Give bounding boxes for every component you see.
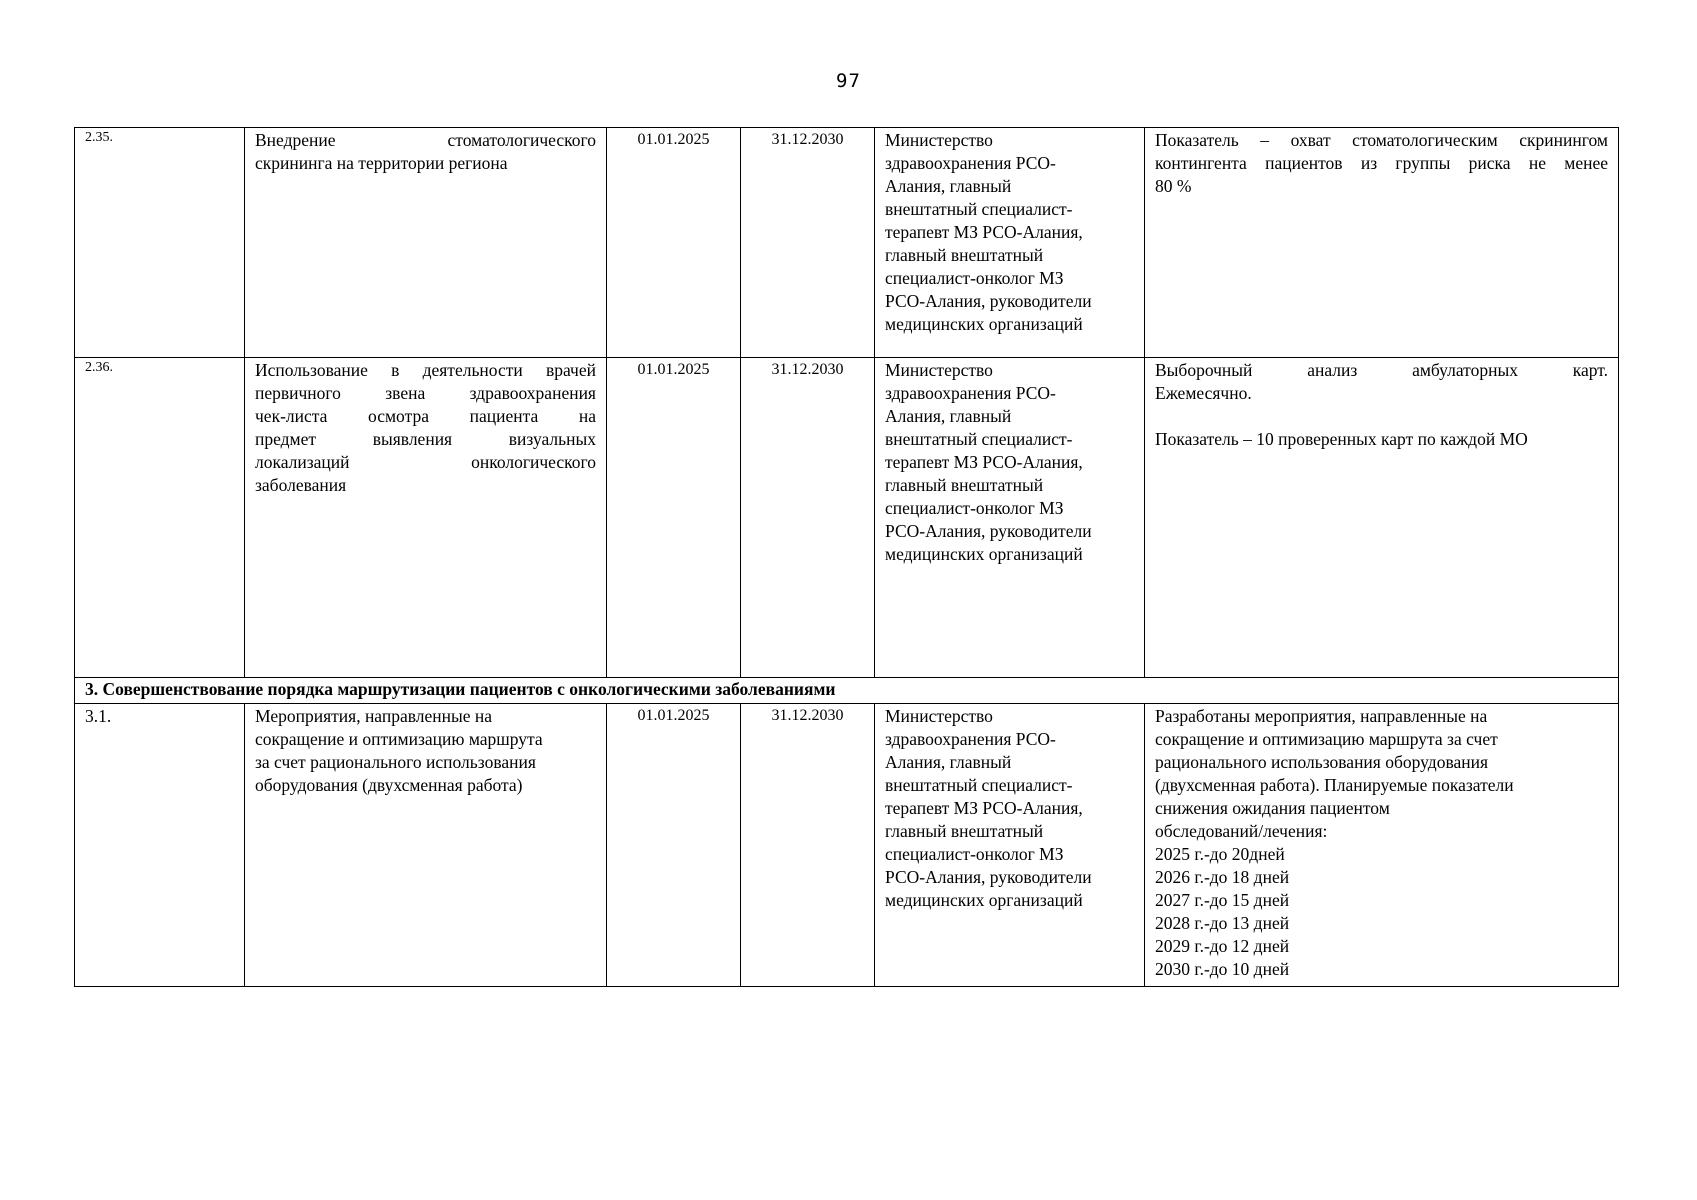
responsible-line: здравоохранения РСО- [885,729,1056,749]
result-line: 2026 г.-до 18 дней [1155,867,1290,887]
result-line: контингента пациентов из группы риска не менее [1155,153,1608,173]
responsible-line: специалист-онколог МЗ [885,844,1064,864]
result-line: 2028 г.-до 13 дней [1155,913,1290,933]
responsible-line: Министерство [885,130,993,150]
responsible-cell [875,704,1145,987]
result-line: сокращение и оптимизацию маршрута за счет [1155,729,1498,749]
responsible-line: РСО-Алания, руководители [885,521,1092,541]
result-cell [1145,128,1619,358]
start-date: 01.01.2025 [607,128,741,358]
responsible-line: здравоохранения РСО- [885,383,1056,403]
responsible-cell [875,128,1145,358]
responsible-line: главный внештатный [885,245,1044,265]
result-line: 2030 г.-до 10 дней [1155,959,1290,979]
result-spacer [1155,405,1608,428]
measure-line: Мероприятия, направленные на [255,706,493,726]
measure-cell [245,358,607,678]
measure-line: Использование в деятельности врачей [255,360,596,380]
responsible-line: специалист-онколог МЗ [885,268,1064,288]
responsible-line: терапевт МЗ РСО-Алания, [885,452,1083,472]
responsible-line: медицинских организаций [885,544,1083,564]
table-row [75,358,1619,678]
result-line: 2025 г.-до 20дней [1155,844,1285,864]
result-line: рационального использования оборудования [1155,752,1489,772]
responsible-line: внештатный специалист- [885,199,1073,219]
start-date: 01.01.2025 [607,358,741,678]
result-line: Показатель – 10 проверенных карт по каждой МО [1155,429,1528,449]
responsible-line: Алания, главный [885,752,1012,772]
result-line: 2027 г.-до 15 дней [1155,890,1290,910]
responsible-line: медицинских организаций [885,314,1083,334]
end-date: 31.12.2030 [741,358,875,678]
result-line: Показатель – охват стоматологическим скринингом [1155,130,1608,150]
section-row [75,678,1619,704]
measure-line: скрининга на территории региона [255,153,508,173]
start-date: 01.01.2025 [607,704,741,987]
responsible-line: здравоохранения РСО- [885,153,1056,173]
page-number: 97 [836,70,861,92]
end-date: 31.12.2030 [741,128,875,358]
responsible-line: терапевт МЗ РСО-Алания, [885,798,1083,818]
row-number: 3.1. [75,704,245,987]
measure-line: Внедрение стоматологического [255,130,596,150]
responsible-line: РСО-Алания, руководители [885,291,1092,311]
responsible-line: Министерство [885,706,993,726]
row-number: 2.36. [75,358,245,678]
result-line: Выборочный анализ амбулаторных карт. [1155,360,1608,380]
responsible-line: внештатный специалист- [885,775,1073,795]
responsible-line: главный внештатный [885,475,1044,495]
result-cell [1145,704,1619,987]
responsible-line: Алания, главный [885,406,1012,426]
measure-line: оборудования (двухсменная работа) [255,775,523,795]
responsible-line: внештатный специалист- [885,429,1073,449]
measure-line: предмет выявления визуальных [255,429,596,449]
section-title: 3. Совершенствование порядка маршрутизации пациентов с онкологическими заболеваниями [75,678,1619,704]
table-row [75,704,1619,987]
responsible-line: РСО-Алания, руководители [885,867,1092,887]
responsible-line: медицинских организаций [885,890,1083,910]
row-number: 2.35. [75,128,245,358]
measure-cell [245,704,607,987]
measure-line: локализаций онкологического [255,452,596,472]
result-line: Разработаны мероприятия, направленные на [1155,706,1488,726]
measure-cell [245,128,607,358]
responsible-line: Алания, главный [885,176,1012,196]
result-line: (двухсменная работа). Планируемые показатели [1155,775,1514,795]
measure-line: заболевания [255,475,347,495]
responsible-line: главный внештатный [885,821,1044,841]
measure-line: чек-листа осмотра пациента на [255,406,596,426]
measure-line: за счет рационального использования [255,752,536,772]
responsible-line: Министерство [885,360,993,380]
measure-line: первичного звена здравоохранения [255,383,596,403]
result-cell [1145,358,1619,678]
end-date: 31.12.2030 [741,704,875,987]
measures-table [74,127,1619,987]
result-line: 2029 г.-до 12 дней [1155,936,1290,956]
responsible-line: терапевт МЗ РСО-Алания, [885,222,1083,242]
responsible-line: специалист-онколог МЗ [885,498,1064,518]
table-row [75,128,1619,358]
responsible-cell [875,358,1145,678]
result-line: обследований/лечения: [1155,821,1328,841]
result-line: Ежемесячно. [1155,383,1252,403]
result-line: снижения ожидания пациентом [1155,798,1390,818]
result-line: 80 % [1155,176,1192,196]
measure-line: сокращение и оптимизацию маршрута [255,729,543,749]
